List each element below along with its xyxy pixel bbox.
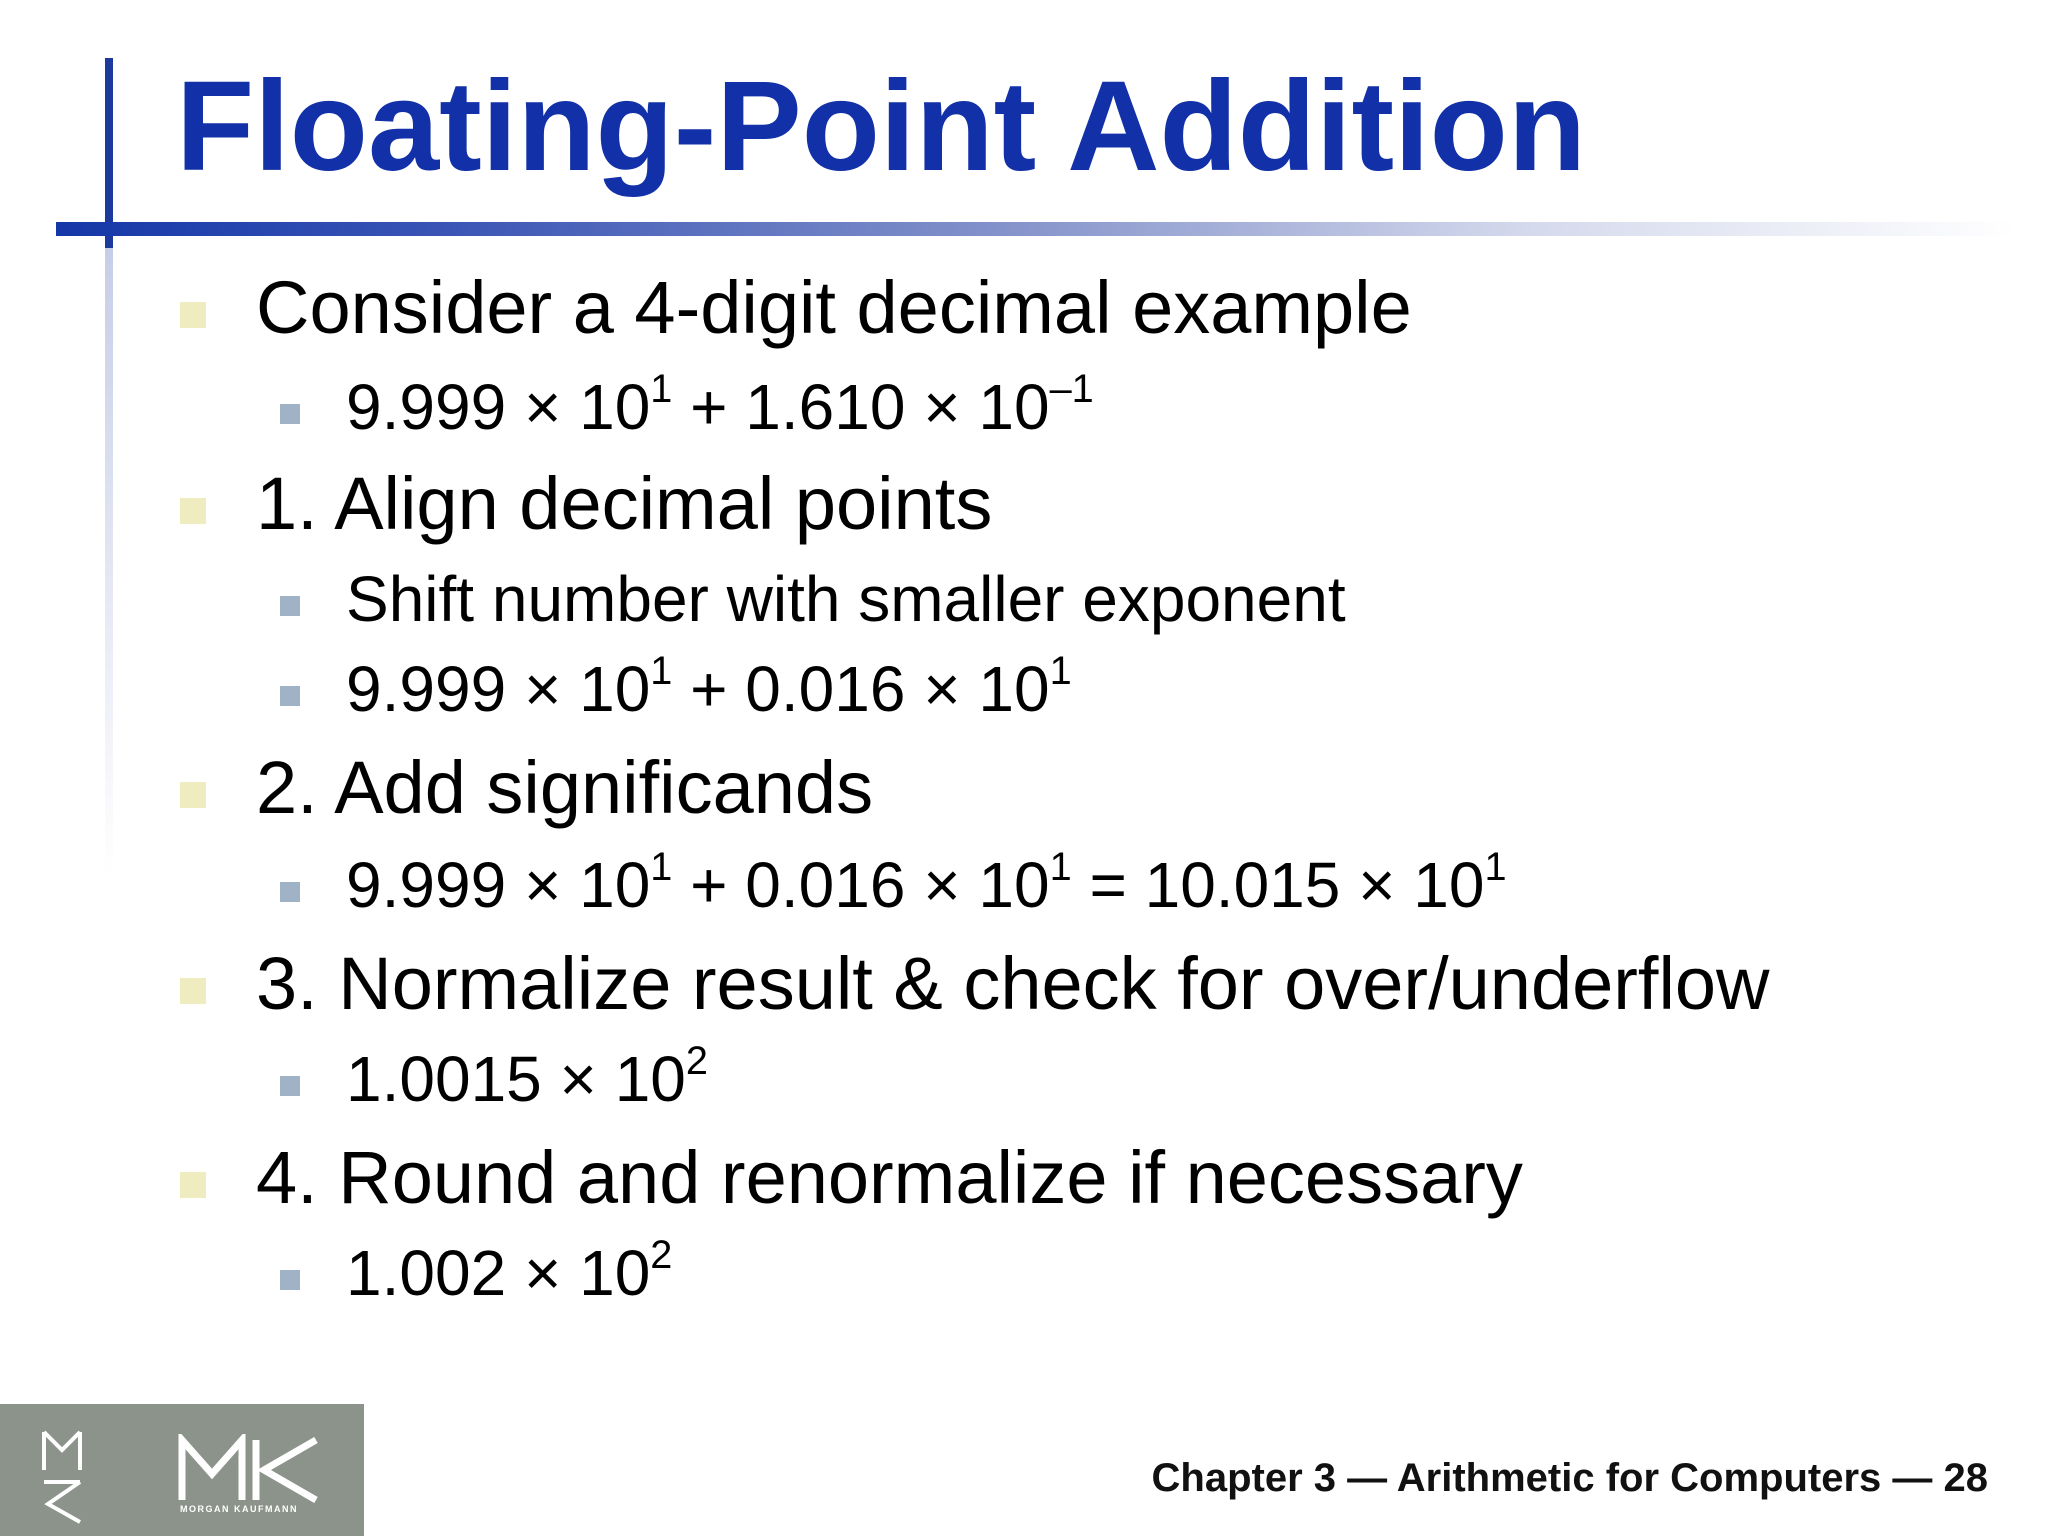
square-bullet-icon	[280, 1076, 300, 1096]
square-bullet-icon	[180, 978, 206, 1004]
square-bullet-icon	[280, 404, 300, 424]
bullet-text: 2. Add significands	[256, 746, 874, 829]
publisher-logo	[0, 1404, 364, 1536]
logo-subtitle: MORGAN KAUFMANN	[180, 1504, 298, 1514]
square-bullet-icon	[280, 1270, 300, 1290]
vertical-mk-logo-icon	[40, 1426, 84, 1526]
square-bullet-icon	[280, 596, 300, 616]
square-bullet-icon	[280, 686, 300, 706]
sub-bullet-text: $1.002 \times 10^2$	[346, 1233, 673, 1309]
sub-bullet-text: $9.999 \times 10^1 + 0.016 \times 10^1 = 10.015 \times 10^1$	[346, 845, 1507, 921]
bullet-text: 3. Normalize result & check for over/underflow	[256, 942, 1770, 1025]
sub-bullet-text: $9.999 \times 10^1 + 0.016 \times 10^1$	[346, 649, 1072, 725]
square-bullet-icon	[180, 782, 206, 808]
sub-bullet-text: Shift number with smaller exponent	[346, 563, 1346, 635]
square-bullet-icon	[180, 302, 206, 328]
sub-bullet-text: $1.0015 \times 10^2$	[346, 1039, 708, 1115]
square-bullet-icon	[180, 1172, 206, 1198]
title-vertical-rule	[105, 58, 113, 248]
square-bullet-icon	[280, 882, 300, 902]
vertical-rule-fade	[105, 248, 113, 878]
square-bullet-icon	[180, 498, 206, 524]
mk-logo-icon	[176, 1434, 326, 1504]
title-horizontal-rule	[56, 222, 2016, 236]
bullet-text: Consider a 4-digit decimal example	[256, 266, 1412, 349]
sub-bullet-text: $9.999 \times 10^1 + 1.610 \times 10^{-1}$	[346, 367, 1094, 443]
bullet-text: 4. Round and renormalize if necessary	[256, 1136, 1523, 1219]
slide-footer: Chapter 3 — Arithmetic for Computers — 28	[1151, 1456, 1988, 1500]
bullet-text: 1. Align decimal points	[256, 462, 993, 545]
slide-title: Floating-Point Addition	[176, 55, 1586, 198]
